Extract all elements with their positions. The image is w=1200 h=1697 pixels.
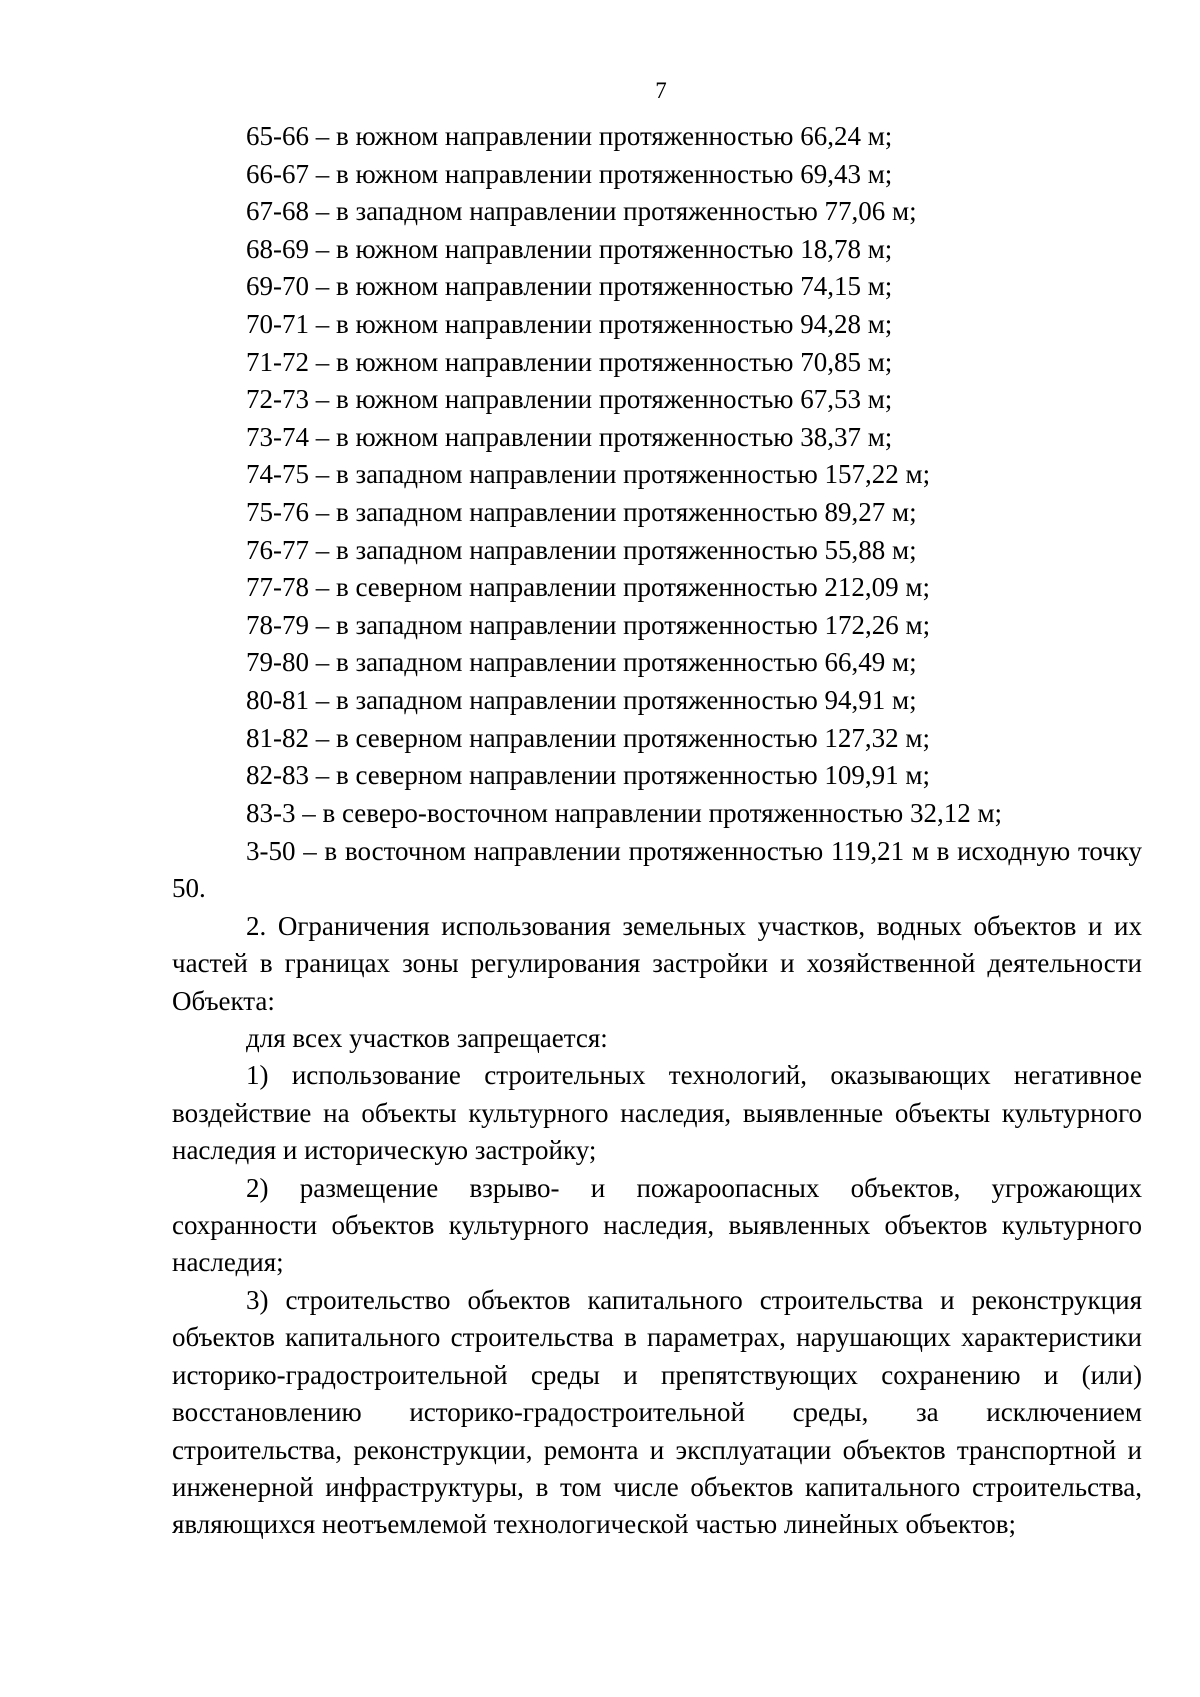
- paragraph-item-3: 3) строительство объектов капитального строительства и реконструкция объектов капитального строительства в параметрах, нарушающих характеристики историко-градостроительной среды и препятствующих сохранению и (или) восстановлению историко-градостроительной среды, за исключением строительства, реконструкции, ремонта и эксплуатации объектов транспортной и инженерной инфраструктуры, в том числе объектов капитального строительства, являющихся неотъемлемой технологической частью линейных объектов;: [172, 1284, 1142, 1540]
- segment-line: 72-73 – в южном направлении протяженностью 67,53 м;: [246, 384, 893, 415]
- segment-line: 73-74 – в южном направлении протяженностью 38,37 м;: [246, 421, 893, 452]
- segment-line: 81-82 – в северном направлении протяженностью 127,32 м;: [246, 722, 931, 753]
- paragraph-item-2: 2) размещение взрыво- и пожароопасных объектов, угрожающих сохранности объектов культурного наследия, выявленных объектов культурного наследия;: [172, 1172, 1142, 1278]
- segment-line: 82-83 – в северном направлении протяженностью 109,91 м;: [246, 760, 931, 791]
- segment-line: 77-78 – в северном направлении протяженностью 212,09 м;: [246, 572, 931, 603]
- segment-line: 79-80 – в западном направлении протяженностью 66,49 м;: [246, 647, 917, 678]
- segment-line: 74-75 – в западном направлении протяженностью 157,22 м;: [246, 459, 931, 490]
- segment-line: 75-76 – в западном направлении протяженностью 89,27 м;: [246, 496, 917, 527]
- paragraph-restrictions-intro: 2. Ограничения использования земельных участков, водных объектов и их частей в границах зоны регулирования застройки и хозяйственной деятельности Объекта:: [172, 910, 1142, 1016]
- segment-line: 66-67 – в южном направлении протяженностью 69,43 м;: [246, 158, 893, 189]
- segment-line: 80-81 – в западном направлении протяженностью 94,91 м;: [246, 684, 917, 715]
- body-text: [172, 833, 1142, 1544]
- segment-line: 65-66 – в южном направлении протяженностью 66,24 м;: [246, 121, 893, 151]
- paragraph-prohibited-header: для всех участков запрещается:: [246, 1023, 608, 1054]
- boundary-segments-list: [246, 118, 1146, 832]
- paragraph-final-segment: 3-50 – в восточном направлении протяженностью 119,21 м в исходную точку 50.: [172, 836, 1142, 904]
- page-number: 7: [655, 78, 667, 103]
- segment-line: 76-77 – в западном направлении протяженностью 55,88 м;: [246, 534, 917, 565]
- segment-line: 83-3 – в северо-восточном направлении протяженностью 32,12 м;: [246, 797, 1003, 828]
- segment-line: 68-69 – в южном направлении протяженностью 18,78 м;: [246, 233, 893, 264]
- segment-line: 70-71 – в южном направлении протяженностью 94,28 м;: [246, 308, 893, 339]
- segment-line: 78-79 – в западном направлении протяженностью 172,26 м;: [246, 609, 931, 640]
- segment-line: 71-72 – в южном направлении протяженностью 70,85 м;: [246, 346, 893, 377]
- paragraph-item-1: 1) использование строительных технологий, оказывающих негативное воздействие на объекты культурного наследия, выявленные объекты культурного наследия и историческую застройку;: [172, 1060, 1142, 1166]
- segment-line: 67-68 – в западном направлении протяженностью 77,06 м;: [246, 196, 917, 227]
- segment-line: 69-70 – в южном направлении протяженностью 74,15 м;: [246, 271, 893, 302]
